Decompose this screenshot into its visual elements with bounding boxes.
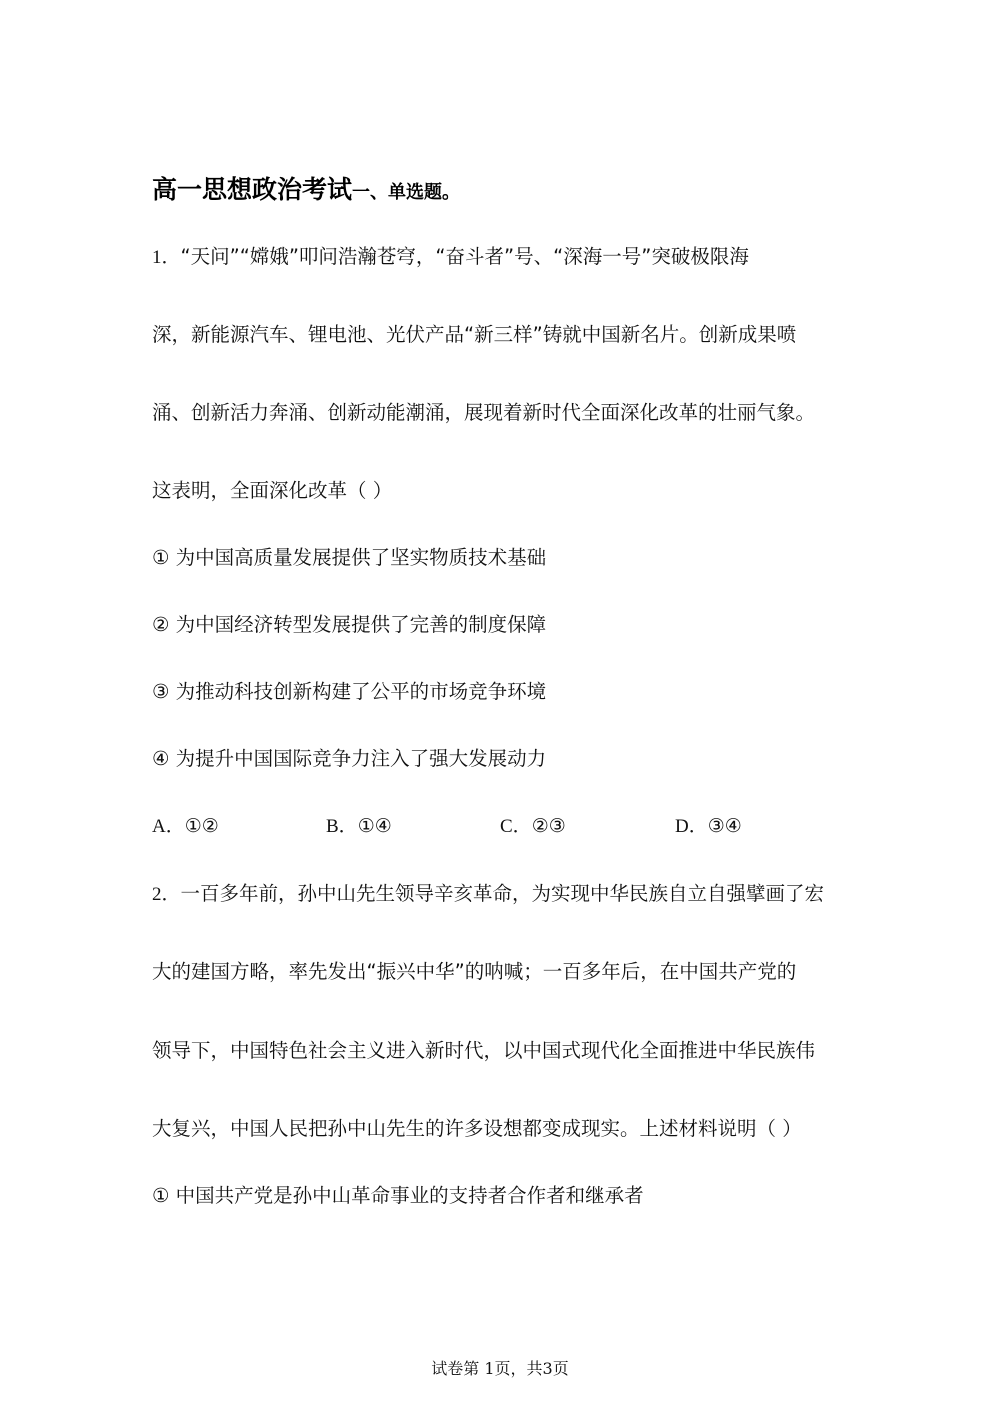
question-1-line-4: 这表明，全面深化改革（ ） — [152, 479, 393, 502]
option-letter: D． — [675, 816, 708, 837]
question-1-statement: ④ 为提升中国国际竞争力注入了强大发展动力 — [152, 747, 547, 770]
question-2-line-3: 领导下，中国特色社会主义进入新时代，以中国式现代化全面推进中华民族伟 — [152, 1039, 816, 1062]
question-1-line-2: 深，新能源汽车、锂电池、光伏产品“新三样”铸就中国新名片。创新成果喷 — [152, 323, 797, 346]
question-2-statement: ① 中国共产党是孙中山革命事业的支持者合作者和继承者 — [152, 1184, 644, 1207]
option-value: ①② — [184, 815, 219, 837]
question-2-line-4: 大复兴，中国人民把孙中山先生的许多设想都变成现实。上述材料说明（ ） — [152, 1117, 802, 1140]
option-letter: A． — [152, 816, 185, 837]
question-1-statement: ② 为中国经济转型发展提供了完善的制度保障 — [152, 613, 547, 636]
exam-title-main: 高一思想政治考试 — [152, 175, 353, 204]
exam-title — [152, 170, 460, 206]
question-1-option-d — [675, 814, 742, 839]
question-1-line-3: 涌、创新活力奔涌、创新动能潮涌，展现着新时代全面深化改革的壮丽气象。 — [152, 401, 816, 424]
question-2-text: 一百多年前，孙中山先生领导辛亥革命，为实现中华民族自立自强擘画了宏 — [180, 882, 825, 905]
question-2-number: 2． — [152, 884, 181, 905]
question-2-line-1 — [152, 882, 824, 907]
option-letter: B． — [326, 816, 358, 837]
option-letter: C． — [500, 816, 532, 837]
question-1-option-a — [152, 814, 219, 839]
question-1-text: “天问”“嫦娥”叩问浩瀚苍穹，“奋斗者”号、“深海一号”突破极限海 — [180, 245, 749, 268]
question-2-line-2: 大的建国方略，率先发出“振兴中华”的呐喊；一百多年后，在中国共产党的 — [152, 960, 797, 983]
question-1-statement: ① 为中国高质量发展提供了坚实物质技术基础 — [152, 546, 547, 569]
option-value: ②③ — [531, 815, 566, 837]
question-1-option-c — [500, 814, 566, 839]
option-value: ①④ — [357, 815, 392, 837]
question-1-statement: ③ 为推动科技创新构建了公平的市场竞争环境 — [152, 680, 547, 703]
question-1-option-b — [326, 814, 392, 839]
page-footer: 试卷第 1页，共3页 — [431, 1359, 569, 1378]
question-1-line-1 — [152, 245, 749, 270]
question-1-number: 1． — [152, 247, 181, 268]
option-value: ③④ — [707, 815, 742, 837]
section-heading: 一、单选题。 — [352, 182, 461, 203]
